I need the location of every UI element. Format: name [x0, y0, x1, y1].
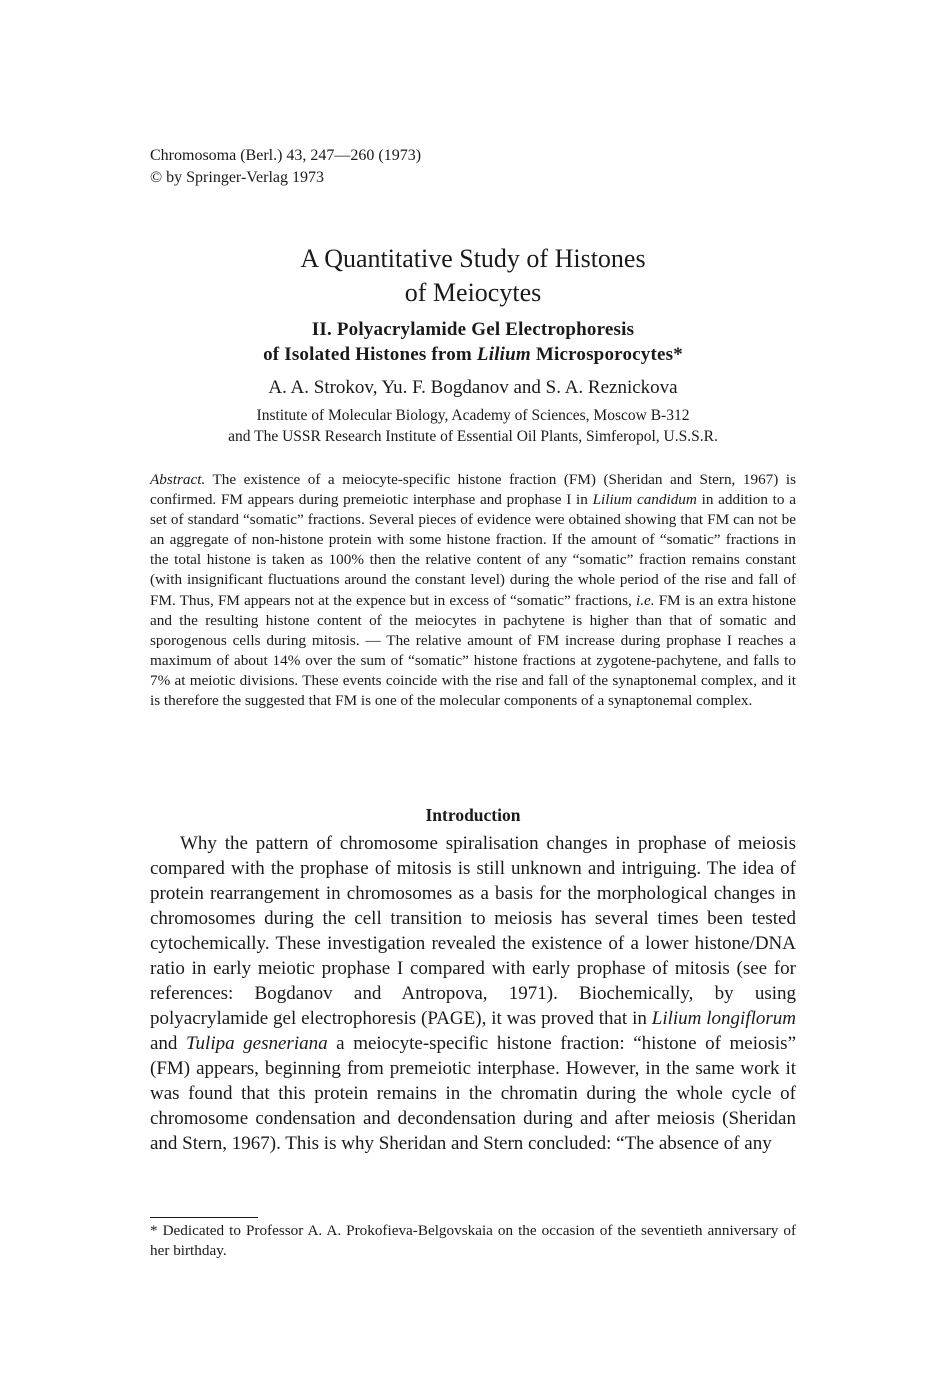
author-list: A. A. Strokov, Yu. F. Bogdanov and S. A. Reznickova: [268, 377, 678, 398]
abstract: [150, 470, 796, 711]
introduction-body: [150, 831, 796, 1156]
species-name: Tulipa gesneriana: [186, 1033, 328, 1054]
title-line-2: of Meiocytes: [404, 278, 542, 307]
species-name: Lilium longiflorum: [651, 1008, 797, 1029]
subtitle-text-end: Microsporocytes*: [530, 344, 683, 365]
abstract-label: Abstract.: [150, 471, 206, 488]
subtitle-text: of Isolated Histones from: [263, 344, 477, 365]
subtitle-line-2: [150, 342, 796, 367]
abstract-text: in addition to a set of standard “somatic” fractions. Several pieces of evidence were obtained showing that FM can not be an aggregate of non-histone protein with some histone fraction. If the amount of “somatic” fractions in the total histone is taken as 100% then the relative content of any “somatic” fraction remains constant (with insignificant fluctuations around the constant level) during the whole period of the rise and fall of FM. Thus, FM appears not at the expence but in excess of “somatic” fractions,: [150, 491, 796, 609]
body-text: a meiocyte-specific histone fraction: “histone of meiosis” (FM) appears, beginning from premeiotic interphase. However, in the same work it was found that this protein remains in the chromatin during the whole cycle of chromosome condensation and decondensation during and after meiosis (Sheridan and Stern, 1967). This is why Sheridan and Stern concluded: “The absence of any: [150, 1033, 796, 1154]
affiliations: [150, 405, 796, 447]
paper-subtitle: [150, 317, 796, 367]
body-text: Why the pattern of chromosome spiralisation changes in prophase of meiosis compared with the prophase of mitosis is still unknown and intriguing. The idea of protein rearrangement in chromosomes as a basis for the morphological changes in chromosomes during the cell transition to meiosis has several times been tested cytochemically. These investigation revealed the existence of a lower histone/DNA ratio in early meiotic prophase I compared with early prophase of mitosis (see for references: Bogdanov and Antropova, 1971). Biochemically, by using polyacrylamide gel electrophoresis (PAGE), it was proved that in: [150, 833, 796, 1029]
journal-header: [150, 145, 421, 189]
subtitle-line-1: II. Polyacrylamide Gel Electrophoresis: [311, 319, 635, 340]
title-line-1: A Quantitative Study of Histones: [300, 244, 646, 273]
abstract-text: The existence of a meiocyte-specific histone fraction (FM) (Sheridan and Stern, 1967) is confirmed. FM appears during premeiotic interphase and prophase I in: [150, 471, 796, 509]
paper-title: [150, 242, 796, 310]
section-heading-introduction: Introduction: [425, 805, 521, 825]
footnote-divider: [150, 1217, 258, 1218]
abstract-text: FM is an extra histone and the resulting histone content of the meiocytes in pachytene is higher than that of somatic and sporogenous cells during mitosis. — The relative amount of FM increase during prophase I reaches a maximum of about 14% over the sum of “somatic” histone fractions at zygotene-pachytene, and falls to 7% at meiotic divisions. These events coincide with the rise and fall of the synaptonemal complex, and it is therefore the suggested that FM is one of the molecular components of a synaptonemal complex.: [150, 591, 796, 710]
copyright-line: © by Springer-Verlag 1973: [150, 169, 325, 186]
introduction-paragraph: [150, 831, 796, 1156]
body-text: and: [150, 1033, 187, 1054]
affiliation-line-1: Institute of Molecular Biology, Academy of Sciences, Moscow B-312: [256, 407, 690, 424]
abbreviation-ie: i.e.: [636, 591, 655, 609]
genus-name: Lilium: [476, 344, 531, 365]
species-name: Lilium candidum: [592, 491, 697, 509]
journal-citation: Chromosoma (Berl.) 43, 247—260 (1973): [150, 147, 422, 164]
affiliation-line-2: and The USSR Research Institute of Essential Oil Plants, Simferopol, U.S.S.R.: [228, 428, 718, 445]
footnote: * Dedicated to Professor A. A. Prokofieva-Belgovskaia on the occasion of the seventieth anniversary of her birthday.: [150, 1222, 796, 1259]
